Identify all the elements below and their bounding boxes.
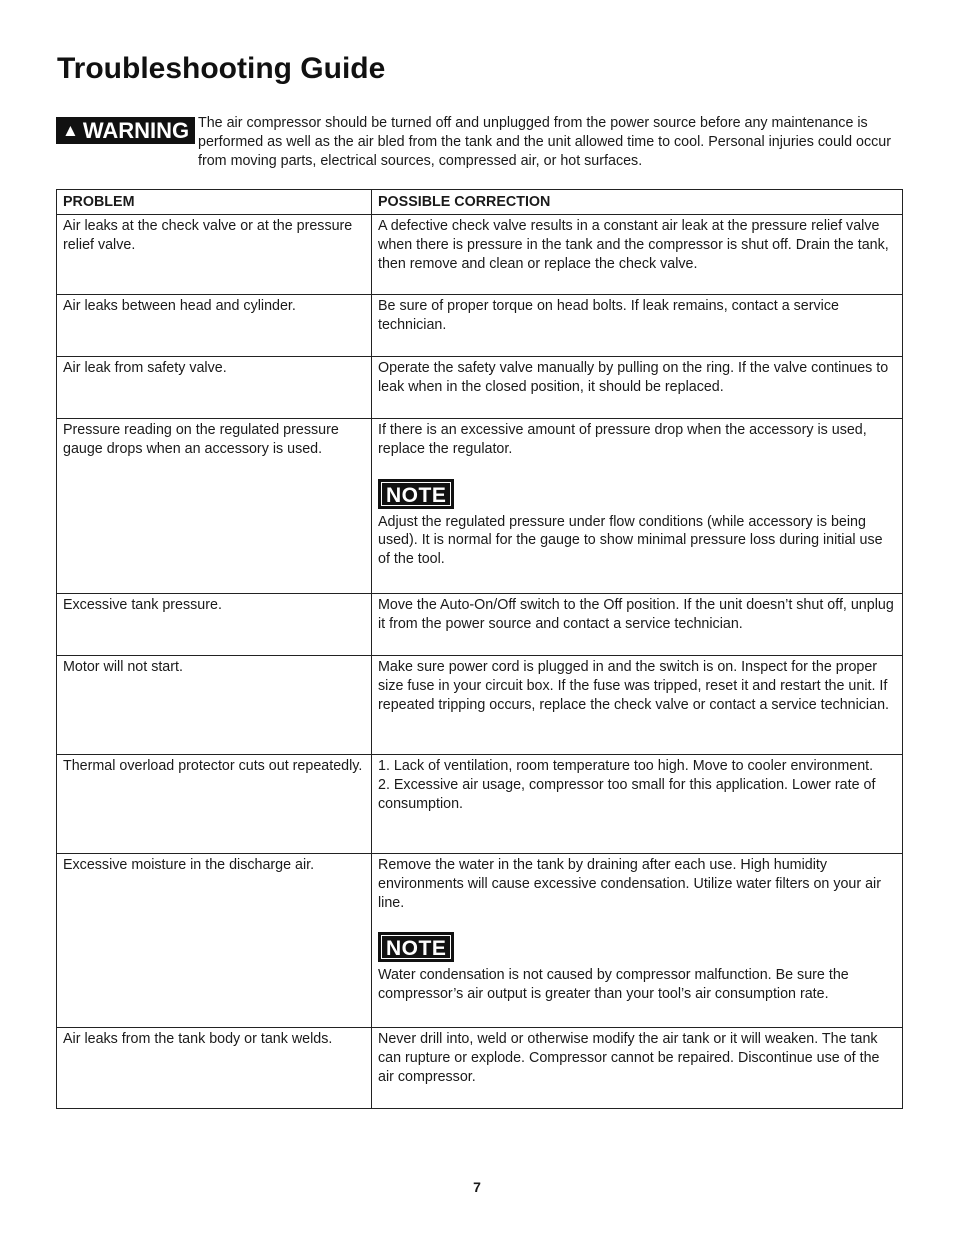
problem-cell: Thermal overload protector cuts out repeatedly. bbox=[57, 755, 372, 854]
correction-cell: A defective check valve results in a constant air leak at the pressure relief valve when there is pressure in the tank and the compressor is shut off. Drain the tank, then remove and clean or replace the check valve. bbox=[372, 215, 903, 295]
table-row bbox=[57, 419, 903, 594]
table-row bbox=[57, 215, 903, 295]
warning-text: The air compressor should be turned off and unplugged from the power source before any maintenance is performed as well as the air bled from the tank and the unit allowed time to cool. Personal injuries could occur from moving parts, electrical sources, compressed air, or hot surfaces. bbox=[198, 115, 891, 169]
correction-cell: Operate the safety valve manually by pulling on the ring. If the valve continues to leak when in the closed position, it should be replaced. bbox=[372, 357, 903, 419]
table-row bbox=[57, 594, 903, 656]
correction-cell bbox=[372, 854, 903, 1028]
troubleshooting-table bbox=[56, 189, 903, 1109]
problem-cell: Motor will not start. bbox=[57, 656, 372, 755]
problem-cell: Excessive moisture in the discharge air. bbox=[57, 854, 372, 1028]
table-header-row bbox=[57, 190, 903, 215]
table-row bbox=[57, 295, 903, 357]
correction-cell: Be sure of proper torque on head bolts. If leak remains, contact a service technician. bbox=[372, 295, 903, 357]
correction-cell: Move the Auto-On/Off switch to the Off position. If the unit doesn’t shut off, unplug it from the power source and contact a service technician. bbox=[372, 594, 903, 656]
table-row bbox=[57, 854, 903, 1028]
problem-cell: Air leaks between head and cylinder. bbox=[57, 295, 372, 357]
problem-cell: Air leaks from the tank body or tank welds. bbox=[57, 1028, 372, 1109]
problem-cell: Air leaks at the check valve or at the pressure relief valve. bbox=[57, 215, 372, 295]
table-row bbox=[57, 656, 903, 755]
correction-text: If there is an excessive amount of pressure drop when the accessory is used, replace the regulator. bbox=[378, 422, 867, 457]
table-row bbox=[57, 1028, 903, 1109]
warning-triangle-icon: ▲ bbox=[62, 121, 79, 140]
warning-label: WARNING bbox=[82, 118, 190, 143]
correction-item-1: 1. Lack of ventilation, room temperature too high. Move to cooler environment. bbox=[378, 758, 874, 774]
correction-cell bbox=[372, 419, 903, 594]
correction-cell bbox=[372, 755, 903, 854]
header-possible-correction: POSSIBLE CORRECTION bbox=[372, 190, 903, 215]
correction-cell: Make sure power cord is plugged in and the switch is on. Inspect for the proper size fuse in your circuit box. If the fuse was tripped, reset it and restart the unit. If repeated tripping occurs, replace the check valve or contact a service technician. bbox=[372, 656, 903, 755]
page-title: Troubleshooting Guide bbox=[57, 52, 386, 85]
header-problem: PROBLEM bbox=[57, 190, 372, 215]
correction-cell: Never drill into, weld or otherwise modify the air tank or it will weaken. The tank can rupture or explode. Compressor cannot be repaired. Discontinue use of the air compressor. bbox=[372, 1028, 903, 1109]
table-row bbox=[57, 755, 903, 854]
problem-cell: Air leak from safety valve. bbox=[57, 357, 372, 419]
page-number: 7 bbox=[473, 1179, 481, 1195]
note-text: Water condensation is not caused by compressor malfunction. Be sure the compressor’s air output is greater than your tool’s air consumption rate. bbox=[378, 967, 849, 1003]
correction-text: Remove the water in the tank by draining after each use. High humidity environments will cause excessive condensation. Utilize water filters on your air line. bbox=[378, 857, 881, 911]
note-badge: NOTE bbox=[378, 479, 454, 509]
note-badge: NOTE bbox=[378, 932, 454, 962]
problem-cell: Excessive tank pressure. bbox=[57, 594, 372, 656]
table-row bbox=[57, 357, 903, 419]
note-text: Adjust the regulated pressure under flow conditions (while accessory is being used). It is normal for the gauge to show minimal pressure loss during initial use of the tool. bbox=[378, 513, 883, 568]
warning-badge bbox=[56, 117, 195, 144]
correction-item-2: 2. Excessive air usage, compressor too small for this application. Lower rate of consumption. bbox=[378, 776, 876, 812]
problem-cell: Pressure reading on the regulated pressure gauge drops when an accessory is used. bbox=[57, 419, 372, 594]
